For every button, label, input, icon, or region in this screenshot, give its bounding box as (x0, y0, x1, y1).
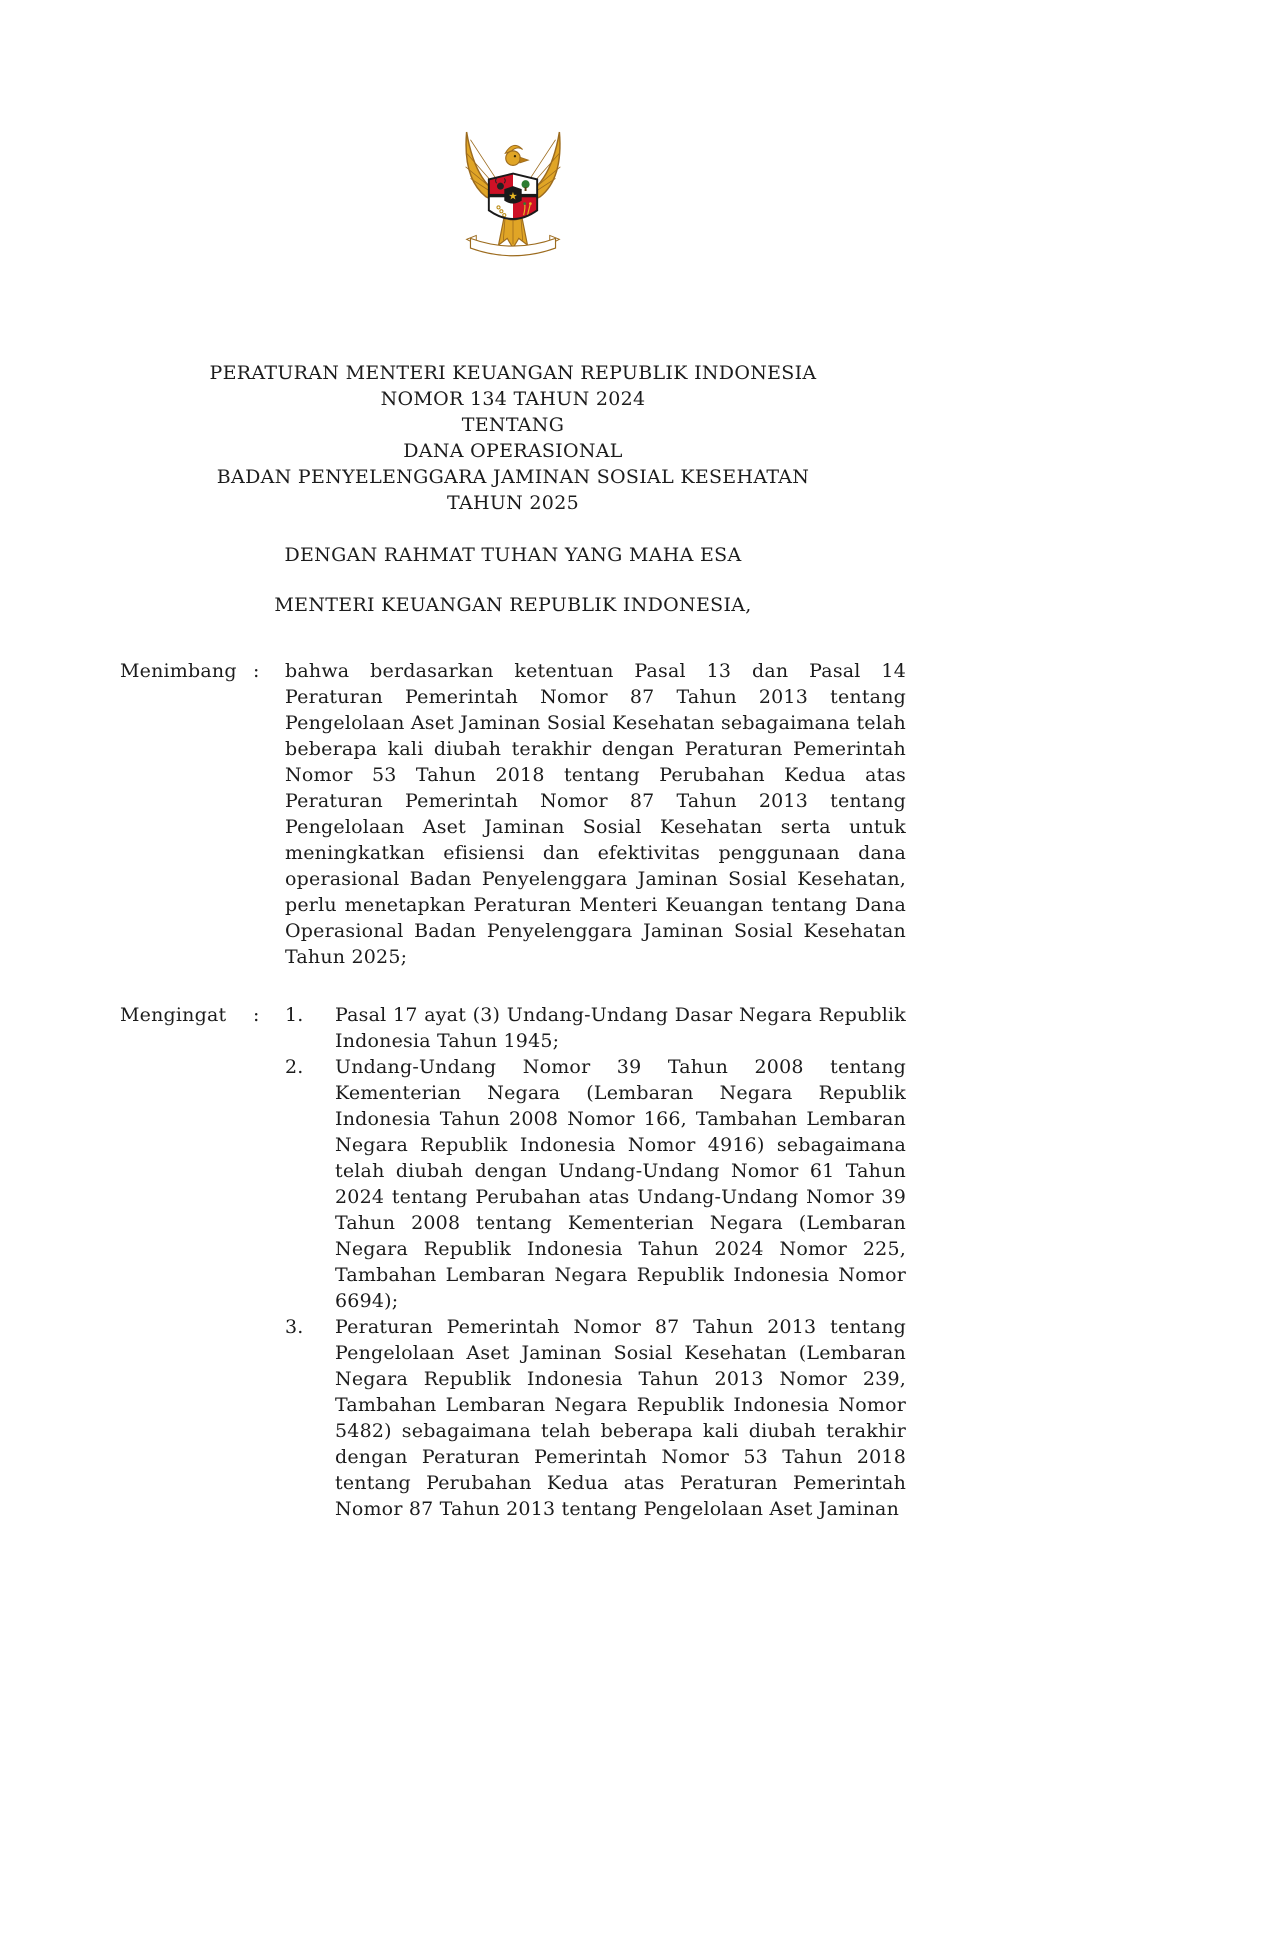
mengingat-colon: : (253, 1004, 260, 1026)
mengingat-label: Mengingat (120, 1004, 227, 1026)
item-number: 3. (285, 1316, 304, 1338)
authority-line: MENTERI KEUANGAN REPUBLIK INDONESIA, (274, 594, 752, 616)
title-line-1: PERATURAN MENTERI KEUANGAN REPUBLIK INDONESIA (209, 362, 817, 384)
item-text: Pasal 17 ayat (3) Undang-Undang Dasar Negara Republik Indonesia Tahun 1945; (335, 1004, 906, 1052)
mengingat-list (285, 1002, 906, 1522)
legal-basis-item-2 (285, 1054, 906, 1314)
section-mengingat (120, 1002, 906, 1522)
document-content (120, 0, 906, 1522)
item-text: Peraturan Pemerintah Nomor 87 Tahun 2013 tentang Pengelolaan Aset Jaminan Sosial Kesehatan (Lembaran Negara Republik Indonesia Tahun 2013 Nomor 239, Tambahan Lembaran Negara Republik Indonesia Nomor 5482) sebagaimana telah beberapa kali diubah terakhir dengan Peraturan Pemerintah Nomor 53 Tahun 2018 tentang Perubahan Kedua atas Peraturan Pemerintah Nomor 87 Tahun 2013 tentang Pengelolaan Aset Jaminan (335, 1316, 906, 1520)
item-number: 2. (285, 1056, 304, 1078)
garuda-emblem-icon (455, 118, 571, 264)
title-line-5: BADAN PENYELENGGARA JAMINAN SOSIAL KESEHATAN (216, 466, 810, 488)
item-text: Undang-Undang Nomor 39 Tahun 2008 tentang Kementerian Negara (Lembaran Negara Republik Indonesia Tahun 2008 Nomor 166, Tambahan Lembaran Negara Republik Indonesia Nomor 4916) sebagaimana telah diubah dengan Undang-Undang Nomor 61 Tahun 2024 tentang Perubahan atas Undang-Undang Nomor 39 Tahun 2008 tentang Kementerian Negara (Lembaran Negara Republik Indonesia Tahun 2024 Nomor 225, Tambahan Lembaran Negara Republik Indonesia Nomor 6694); (335, 1056, 906, 1312)
document-title (120, 360, 906, 516)
menimbang-colon: : (253, 660, 260, 682)
title-line-2: NOMOR 134 TAHUN 2024 (380, 388, 646, 410)
title-line-6: TAHUN 2025 (447, 492, 579, 514)
item-number: 1. (285, 1004, 304, 1026)
title-line-4: DANA OPERASIONAL (403, 440, 623, 462)
invocation-line: DENGAN RAHMAT TUHAN YANG MAHA ESA (284, 544, 742, 566)
title-line-3: TENTANG (461, 414, 565, 436)
garuda-pancasila-emblem (455, 118, 571, 264)
legal-basis-item-1 (285, 1002, 906, 1054)
menimbang-text: bahwa berdasarkan ketentuan Pasal 13 dan Pasal 14 Peraturan Pemerintah Nomor 87 Tahun 2013 tentang Pengelolaan Aset Jaminan Sosial Kesehatan sebagaimana telah beberapa kali diubah terakhir dengan Peraturan Pemerintah Nomor 53 Tahun 2018 tentang Perubahan Kedua atas Peraturan Pemerintah Nomor 87 Tahun 2013 tentang Pengelolaan Aset Jaminan Sosial Kesehatan serta untuk meningkatkan efisiensi dan efektivitas penggunaan dana operasional Badan Penyelenggara Jaminan Sosial Kesehatan, perlu menetapkan Peraturan Menteri Keuangan tentang Dana Operasional Badan Penyelenggara Jaminan Sosial Kesehatan Tahun 2025; (285, 660, 906, 968)
svg-text:★: ★ (508, 189, 518, 203)
menimbang-label: Menimbang (120, 660, 237, 682)
section-menimbang (120, 658, 906, 970)
legal-basis-item-3 (285, 1314, 906, 1522)
